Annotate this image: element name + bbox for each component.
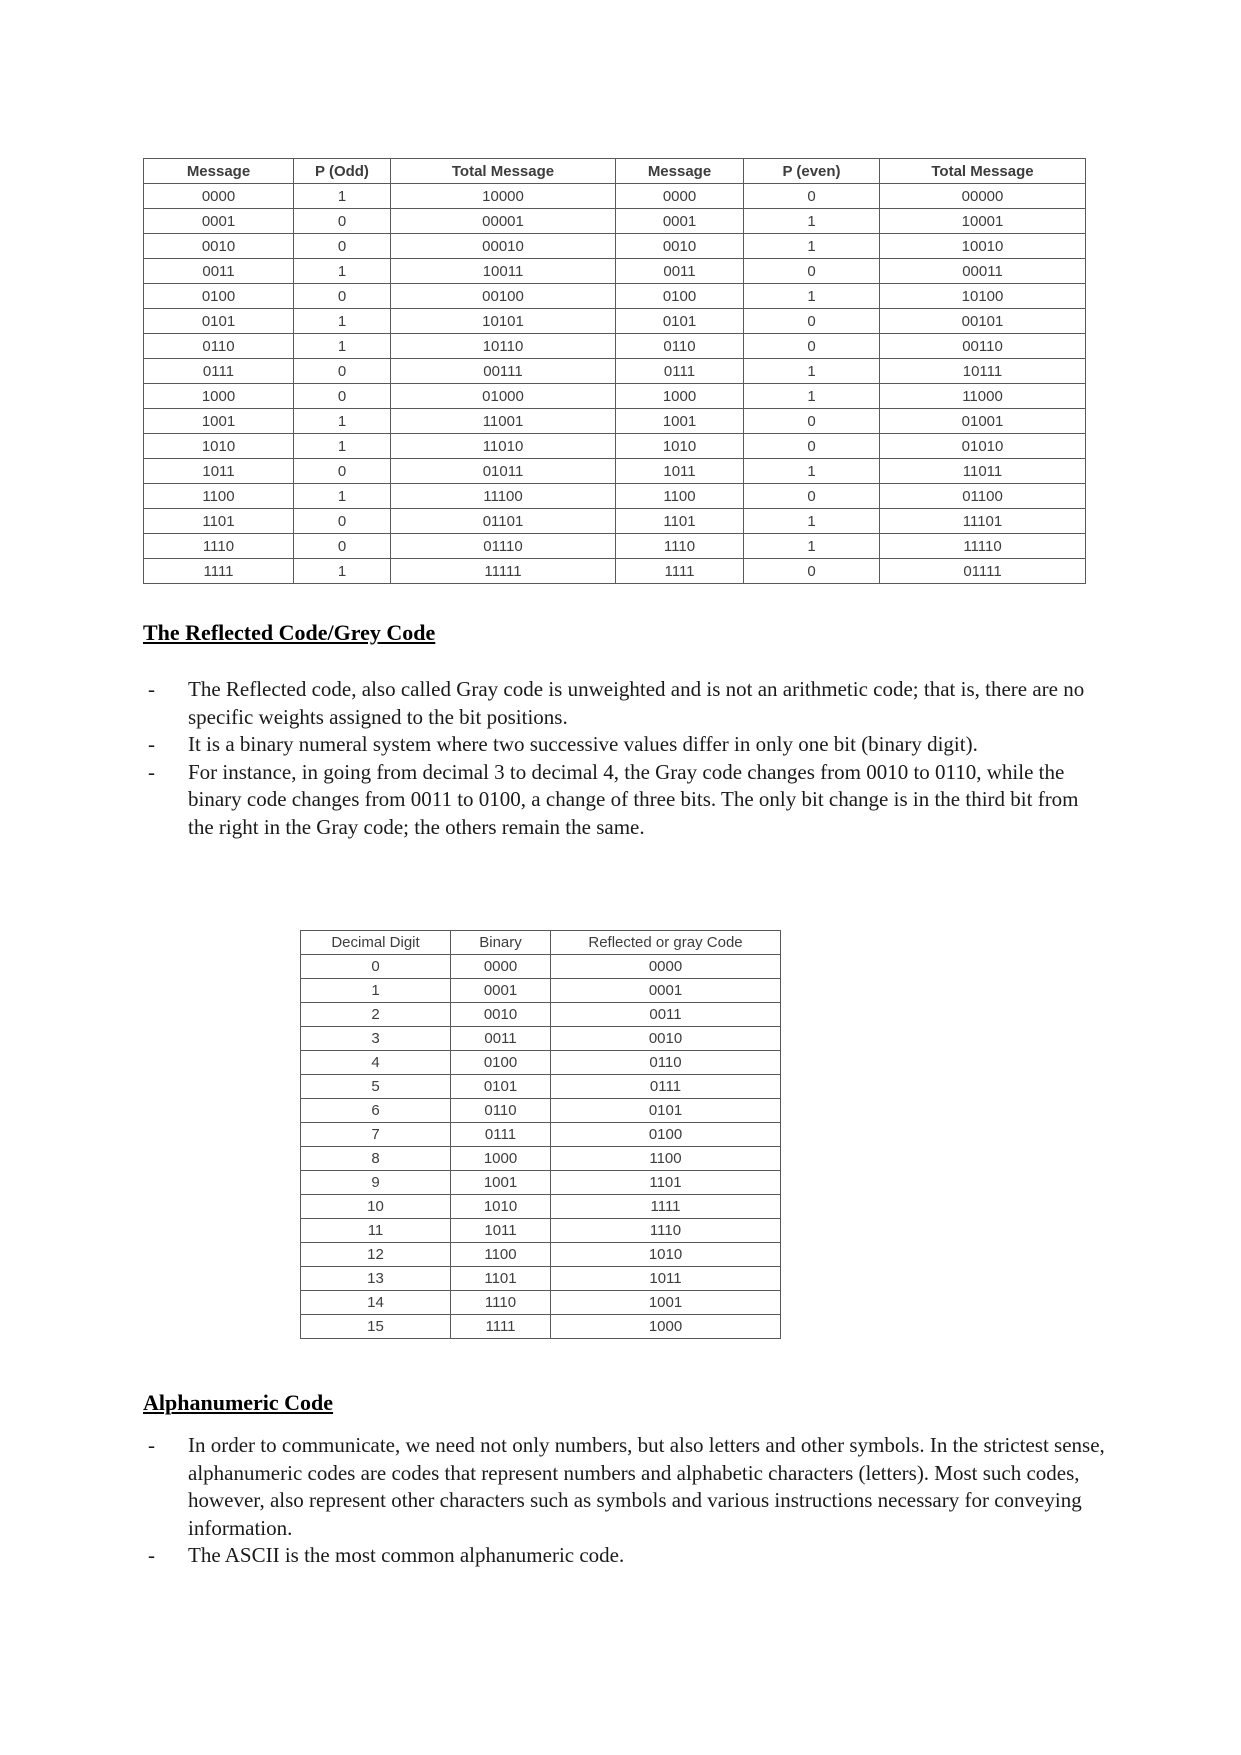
table-cell: 11010	[391, 434, 616, 459]
table-cell: 0100	[144, 284, 294, 309]
bullet-text: In order to communicate, we need not only numbers, but also letters and other symbols. In the strictest sense, alphanumeric codes are codes that represent numbers and alphabetic characters (letters). Most such codes, however, also represent other characters such as symbols and various instructions necessary for conveying information.	[188, 1433, 1105, 1540]
table-cell: 0	[294, 359, 391, 384]
bullet-text: For instance, in going from decimal 3 to decimal 4, the Gray code changes from 0010 to 0110, while the binary code changes from 0011 to 0100, a change of three bits. The only bit change is in the third bit from the right in the Gray code; the others remain the same.	[188, 759, 1079, 839]
table-cell: 1100	[144, 484, 294, 509]
table-cell: 0	[744, 559, 880, 584]
table-cell: 1000	[616, 384, 744, 409]
gray-code-heading: The Reflected Code/Grey Code	[143, 620, 436, 645]
table-row	[301, 1123, 781, 1147]
table-row	[144, 259, 1086, 284]
table-cell: 1111	[616, 559, 744, 584]
table-cell: 4	[301, 1051, 451, 1075]
table-cell: 1	[744, 209, 880, 234]
table-cell: 1	[744, 359, 880, 384]
table-cell: 0011	[451, 1027, 551, 1051]
table-cell: 01001	[880, 409, 1086, 434]
table-cell: 01110	[391, 534, 616, 559]
table-cell: 0001	[451, 979, 551, 1003]
table-row	[144, 434, 1086, 459]
bullet-dash-marker: -	[148, 677, 155, 701]
table-cell: 0	[294, 509, 391, 534]
table-cell: 01101	[391, 509, 616, 534]
table-cell: 10101	[391, 309, 616, 334]
table-cell: 0000	[616, 184, 744, 209]
list-item	[143, 759, 1108, 842]
table-cell: 1100	[451, 1243, 551, 1267]
table-cell: 1	[294, 484, 391, 509]
table-cell: 1100	[616, 484, 744, 509]
table-cell: 11000	[880, 384, 1086, 409]
table-cell: 0011	[551, 1003, 781, 1027]
table-cell: 0	[294, 384, 391, 409]
table-cell: 1	[294, 184, 391, 209]
table-row	[301, 979, 781, 1003]
table-row	[301, 1147, 781, 1171]
table-cell: 0	[301, 955, 451, 979]
table-cell: 0	[294, 534, 391, 559]
table-header-cell: Message	[616, 159, 744, 184]
table-cell: 0	[294, 284, 391, 309]
table-row	[144, 359, 1086, 384]
table-cell: 14	[301, 1291, 451, 1315]
table-row	[144, 234, 1086, 259]
table-cell: 2	[301, 1003, 451, 1027]
table-cell: 1110	[616, 534, 744, 559]
table-cell: 00011	[880, 259, 1086, 284]
bullet-dash-marker: -	[148, 1433, 155, 1457]
table-row	[144, 559, 1086, 584]
table-cell: 01000	[391, 384, 616, 409]
table-row	[301, 1195, 781, 1219]
bullet-text: The Reflected code, also called Gray code is unweighted and is not an arithmetic code; that is, there are no specific weights assigned to the bit positions.	[188, 677, 1085, 729]
list-item	[143, 1542, 1108, 1570]
table-cell: 0	[744, 484, 880, 509]
table-cell: 5	[301, 1075, 451, 1099]
table-cell: 01011	[391, 459, 616, 484]
table-cell: 0111	[616, 359, 744, 384]
table-row	[144, 484, 1086, 509]
table-cell: 1101	[144, 509, 294, 534]
table-cell: 1000	[144, 384, 294, 409]
table-cell: 0	[294, 209, 391, 234]
table-header-cell: Total Message	[391, 159, 616, 184]
table-cell: 13	[301, 1267, 451, 1291]
gray-code-table	[300, 930, 781, 1339]
table-cell: 0	[744, 334, 880, 359]
table-cell: 10100	[880, 284, 1086, 309]
table-row	[301, 1315, 781, 1339]
table-row	[144, 284, 1086, 309]
table-cell: 0101	[616, 309, 744, 334]
table-cell: 00111	[391, 359, 616, 384]
table-cell: 1101	[616, 509, 744, 534]
table-header-cell: P (even)	[744, 159, 880, 184]
table-cell: 0101	[144, 309, 294, 334]
table-cell: 1	[744, 284, 880, 309]
table-cell: 11	[301, 1219, 451, 1243]
list-item	[143, 731, 1108, 759]
table-cell: 1111	[144, 559, 294, 584]
table-cell: 00010	[391, 234, 616, 259]
table-cell: 0100	[616, 284, 744, 309]
table-cell: 11110	[880, 534, 1086, 559]
table-cell: 1	[744, 234, 880, 259]
table-cell: 1010	[144, 434, 294, 459]
alphanumeric-code-heading: Alphanumeric Code	[143, 1390, 334, 1415]
table-cell: 10010	[880, 234, 1086, 259]
table-header-row	[301, 931, 781, 955]
table-cell: 1	[301, 979, 451, 1003]
table-cell: 10001	[880, 209, 1086, 234]
table-cell: 0011	[144, 259, 294, 284]
table-cell: 0100	[451, 1051, 551, 1075]
table-cell: 10011	[391, 259, 616, 284]
table-cell: 3	[301, 1027, 451, 1051]
table-row	[301, 1171, 781, 1195]
table-row	[144, 384, 1086, 409]
table-cell: 1101	[551, 1171, 781, 1195]
alphanumeric-bullet-list	[143, 1432, 1108, 1570]
table-header-cell: Reflected or gray Code	[551, 931, 781, 955]
table-cell: 11101	[880, 509, 1086, 534]
table-cell: 11100	[391, 484, 616, 509]
table-cell: 1	[294, 309, 391, 334]
table-cell: 10000	[391, 184, 616, 209]
table-cell: 01100	[880, 484, 1086, 509]
table-row	[301, 1075, 781, 1099]
gray-table-section	[300, 930, 781, 1339]
table-row	[301, 1051, 781, 1075]
table-cell: 00001	[391, 209, 616, 234]
table-cell: 1011	[144, 459, 294, 484]
table-cell: 1001	[451, 1171, 551, 1195]
table-cell: 1111	[551, 1195, 781, 1219]
table-cell: 0111	[551, 1075, 781, 1099]
table-cell: 0000	[451, 955, 551, 979]
list-item	[143, 676, 1108, 731]
table-cell: 1001	[144, 409, 294, 434]
table-cell: 0111	[144, 359, 294, 384]
bullet-text: It is a binary numeral system where two successive values differ in only one bit (binary digit).	[188, 732, 978, 756]
table-cell: 1100	[551, 1147, 781, 1171]
table-cell: 12	[301, 1243, 451, 1267]
table-row	[301, 955, 781, 979]
table-row	[144, 209, 1086, 234]
table-cell: 1010	[551, 1243, 781, 1267]
table-cell: 0000	[551, 955, 781, 979]
table-cell: 10110	[391, 334, 616, 359]
table-cell: 9	[301, 1171, 451, 1195]
table-cell: 1	[744, 459, 880, 484]
table-cell: 0101	[451, 1075, 551, 1099]
table-cell: 0010	[616, 234, 744, 259]
table-row	[301, 1219, 781, 1243]
table-cell: 0110	[551, 1051, 781, 1075]
table-cell: 1010	[616, 434, 744, 459]
table-cell: 01111	[880, 559, 1086, 584]
table-header-cell: Binary	[451, 931, 551, 955]
table-cell: 1111	[451, 1315, 551, 1339]
table-cell: 10111	[880, 359, 1086, 384]
table-row	[144, 184, 1086, 209]
table-cell: 00110	[880, 334, 1086, 359]
table-row	[144, 459, 1086, 484]
table-cell: 0	[294, 459, 391, 484]
table-cell: 1	[294, 559, 391, 584]
odd-even-parity-table	[143, 158, 1086, 584]
table-cell: 0	[744, 434, 880, 459]
table-header-cell: Decimal Digit	[301, 931, 451, 955]
table-cell: 0111	[451, 1123, 551, 1147]
table-cell: 0101	[551, 1099, 781, 1123]
table-header-cell: Message	[144, 159, 294, 184]
table-cell: 11111	[391, 559, 616, 584]
bullet-dash-marker: -	[148, 732, 155, 756]
table-header-row	[144, 159, 1086, 184]
table-cell: 1010	[451, 1195, 551, 1219]
table-cell: 1000	[551, 1315, 781, 1339]
table-cell: 0110	[144, 334, 294, 359]
table-cell: 0110	[616, 334, 744, 359]
table-row	[301, 1027, 781, 1051]
table-cell: 01010	[880, 434, 1086, 459]
table-cell: 11011	[880, 459, 1086, 484]
table-cell: 0100	[551, 1123, 781, 1147]
bullet-text: The ASCII is the most common alphanumeric code.	[188, 1543, 625, 1567]
table-row	[301, 1243, 781, 1267]
table-cell: 1000	[451, 1147, 551, 1171]
table-cell: 0001	[551, 979, 781, 1003]
bullet-dash-marker: -	[148, 759, 155, 784]
table-cell: 11001	[391, 409, 616, 434]
bullet-dash-marker: -	[148, 1543, 155, 1567]
table-cell: 1110	[144, 534, 294, 559]
table-row	[144, 309, 1086, 334]
table-cell: 1011	[551, 1267, 781, 1291]
table-cell: 00100	[391, 284, 616, 309]
table-cell: 1	[744, 384, 880, 409]
table-cell: 0	[744, 184, 880, 209]
table-cell: 1110	[451, 1291, 551, 1315]
table-cell: 15	[301, 1315, 451, 1339]
table-cell: 1011	[616, 459, 744, 484]
table-cell: 0011	[616, 259, 744, 284]
table-header-cell: P (Odd)	[294, 159, 391, 184]
table-row	[301, 1291, 781, 1315]
table-cell: 1001	[551, 1291, 781, 1315]
table-cell: 1011	[451, 1219, 551, 1243]
table-cell: 1	[744, 509, 880, 534]
table-cell: 10	[301, 1195, 451, 1219]
table-cell: 0	[744, 259, 880, 284]
table-row	[144, 334, 1086, 359]
gray-code-bullet-list	[143, 676, 1108, 841]
table-cell: 0010	[144, 234, 294, 259]
table-cell: 1	[294, 259, 391, 284]
table-row	[144, 534, 1086, 559]
table-header-cell: Total Message	[880, 159, 1086, 184]
table-cell: 0001	[616, 209, 744, 234]
table-row	[144, 409, 1086, 434]
table-cell: 6	[301, 1099, 451, 1123]
table-cell: 00101	[880, 309, 1086, 334]
table-row	[301, 1003, 781, 1027]
table-cell: 0110	[451, 1099, 551, 1123]
table-cell: 1	[294, 409, 391, 434]
table-cell: 1	[294, 434, 391, 459]
table-cell: 8	[301, 1147, 451, 1171]
table-cell: 0001	[144, 209, 294, 234]
table-cell: 0	[744, 309, 880, 334]
table-cell: 1110	[551, 1219, 781, 1243]
table-cell: 0000	[144, 184, 294, 209]
table-cell: 1	[294, 334, 391, 359]
table-cell: 1101	[451, 1267, 551, 1291]
table-row	[301, 1267, 781, 1291]
table-cell: 0	[294, 234, 391, 259]
table-cell: 1001	[616, 409, 744, 434]
parity-table-section	[143, 158, 1086, 584]
table-row	[144, 509, 1086, 534]
table-cell: 00000	[880, 184, 1086, 209]
table-cell: 0010	[451, 1003, 551, 1027]
table-cell: 0	[744, 409, 880, 434]
table-cell: 7	[301, 1123, 451, 1147]
table-row	[301, 1099, 781, 1123]
table-cell: 1	[744, 534, 880, 559]
table-cell: 0010	[551, 1027, 781, 1051]
list-item	[143, 1432, 1108, 1542]
